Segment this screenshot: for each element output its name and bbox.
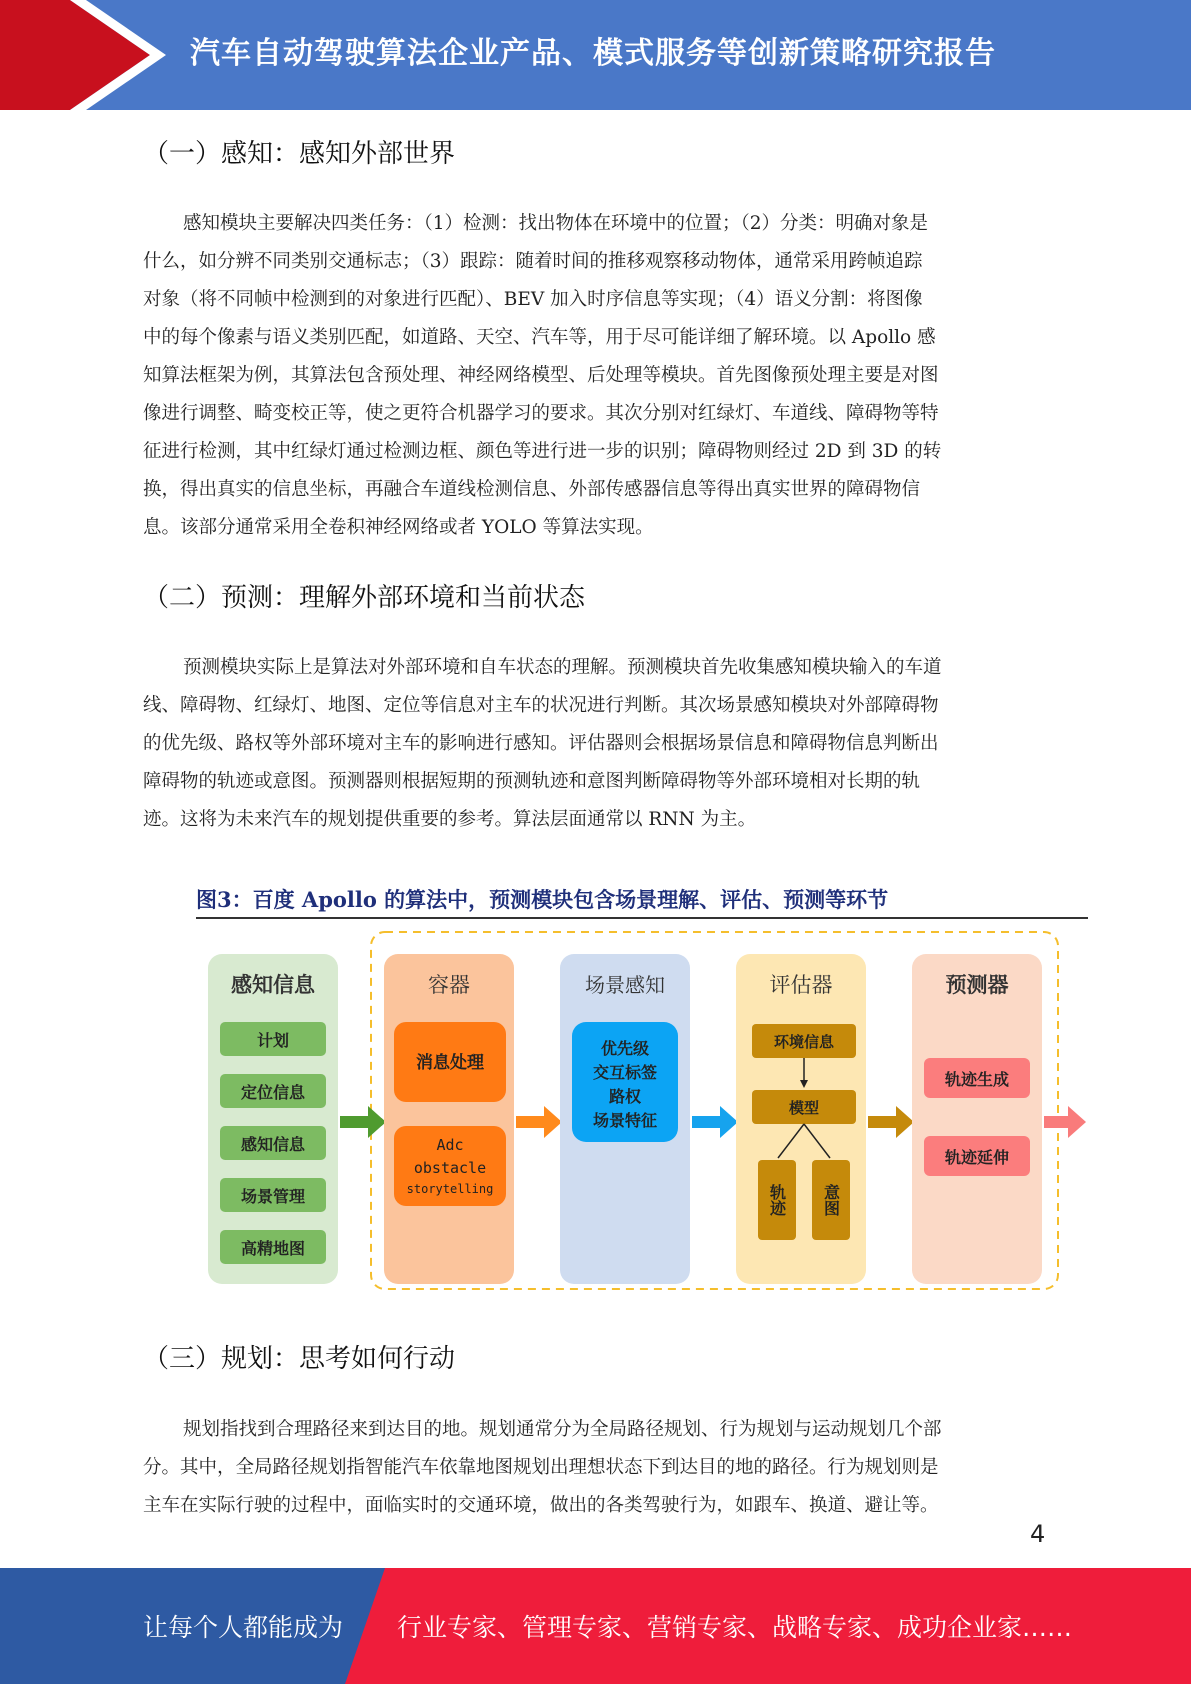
column-title-perception-info: 感知信息 xyxy=(231,972,315,997)
text-line: 主车在实际行驶的过程中，面临实时的交通环境，做出的各类驾驶行为，如跟车、换道、避让等。 xyxy=(143,1495,939,1516)
column-container xyxy=(384,954,514,1284)
column-title-evaluator: 评估器 xyxy=(769,973,833,997)
page-footer xyxy=(0,1568,1191,1684)
figure-caption: 图3：百度 Apollo 的算法中，预测模块包含场景理解、评估、预测等环节 xyxy=(196,887,889,912)
item-localization: 定位信息 xyxy=(240,1083,306,1102)
page-number: 4 xyxy=(1030,1520,1046,1548)
text-line: 中的每个像素与语义类别匹配，如道路、天空、汽车等，用于尽可能详细了解环境。以 Apollo 感 xyxy=(143,327,936,348)
text-line: 的优先级、路权等外部环境对主车的影响进行感知。评估器则会根据场景信息和障碍物信息判断出 xyxy=(143,733,939,754)
section-heading-planning: （三）规划：思考如何行动 xyxy=(143,1344,456,1374)
arrow-orange xyxy=(516,1106,562,1138)
text-line: 迹。这将为未来汽车的规划提供重要的参考。算法层面通常以 RNN 为主。 xyxy=(143,809,757,830)
text-line: 预测模块实际上是算法对外部环境和自车状态的理解。预测模块首先收集感知模块输入的车道 xyxy=(183,657,942,678)
arrow-red xyxy=(1044,1106,1086,1138)
item-scenario-feature: 场景特征 xyxy=(592,1111,658,1130)
text-line: 线、障碍物、红绿灯、地图、定位等信息对主车的状况进行判断。其次场景感知模块对外部障碍物 xyxy=(143,695,939,716)
text-line: 像进行调整、畸变校正等，使之更符合机器学习的要求。其次分别对红绿灯、车道线、障碍物等特 xyxy=(143,403,939,424)
arrow-green xyxy=(340,1106,386,1138)
text-line: 障碍物的轨迹或意图。预测器则根据短期的预测轨迹和意图判断障碍物等外部环境相对长期的轨 xyxy=(143,771,921,792)
figure-caption-rule xyxy=(196,917,1088,919)
column-title-predictor: 预测器 xyxy=(945,972,1009,997)
text-line: 知算法框架为例，其算法包含预处理、神经网络模型、后处理等模块。首先图像预处理主要是对图 xyxy=(143,365,939,386)
item-perception: 感知信息 xyxy=(240,1135,306,1154)
text-line: 感知模块主要解决四类任务：（1）检测：找出物体在环境中的位置；（2）分类：明确对象是 xyxy=(183,213,929,234)
item-trajectory: 轨迹 xyxy=(767,1184,787,1216)
item-interaction-tag: 交互标签 xyxy=(592,1063,658,1082)
item-message-processing: 消息处理 xyxy=(416,1053,484,1073)
text-line: 什么，如分辨不同类别交通标志；（3）跟踪：随着时间的推移观察移动物体，通常采用跨帧追踪 xyxy=(143,251,923,272)
item-intent: 意图 xyxy=(821,1184,841,1216)
item-adc-line2: obstacle xyxy=(413,1159,487,1177)
paragraph-prediction xyxy=(143,649,1048,839)
item-model: 模型 xyxy=(788,1099,820,1117)
text-line: 息。该部分通常采用全卷积神经网络或者 YOLO 等算法实现。 xyxy=(143,517,654,538)
arrow-blue xyxy=(692,1106,738,1138)
item-right-of-way: 路权 xyxy=(608,1087,642,1106)
item-plan: 计划 xyxy=(256,1031,290,1050)
column-title-scenario-awareness: 场景感知 xyxy=(585,973,665,997)
item-environment-info: 环境信息 xyxy=(773,1033,835,1051)
item-scenario-mgmt: 场景管理 xyxy=(240,1187,306,1206)
paragraph-planning xyxy=(143,1411,1048,1525)
item-trajectory-extension: 轨迹延伸 xyxy=(944,1148,1010,1167)
footer-slogan-left: 让每个人都能成为 xyxy=(143,1613,344,1642)
prediction-module-diagram xyxy=(196,930,1088,1290)
text-line: 分。其中，全局路径规划指智能汽车依靠地图规划出理想状态下到达目的地的路径。行为规划则是 xyxy=(143,1457,939,1478)
item-hd-map: 高精地图 xyxy=(240,1239,306,1258)
section-heading-perception: （一）感知：感知外部世界 xyxy=(143,139,456,169)
text-line: 规划指找到合理路径来到达目的地。规划通常分为全局路径规划、行为规划与运动规划几个部 xyxy=(183,1419,942,1440)
paragraph-perception xyxy=(143,205,1048,547)
item-trajectory-generation: 轨迹生成 xyxy=(944,1070,1010,1089)
arrow-gold xyxy=(868,1106,914,1138)
text-line: 换，得出真实的信息坐标，再融合车道线检测信息、外部传感器信息等得出真实世界的障碍物信 xyxy=(143,479,921,500)
page-header xyxy=(0,0,1191,110)
footer-slogan-right: 行业专家、管理专家、营销专家、战略专家、成功企业家…… xyxy=(397,1613,1073,1642)
item-adc-line3: storytelling xyxy=(406,1182,494,1196)
header-title: 汽车自动驾驶算法企业产品、模式服务等创新策略研究报告 xyxy=(190,36,996,71)
text-line: 征进行检测，其中红绿灯通过检测边框、颜色等进行进一步的识别；障碍物则经过 2D 到 3D 的转 xyxy=(143,441,942,462)
section-heading-prediction: （二）预测：理解外部环境和当前状态 xyxy=(143,583,586,613)
header-red-arrow-shape xyxy=(0,0,150,110)
column-title-container: 容器 xyxy=(428,973,470,997)
text-line: 对象（将不同帧中检测到的对象进行匹配）、BEV 加入时序信息等实现；（4）语义分割：将图像 xyxy=(143,289,923,310)
item-adc-line1: Adc xyxy=(436,1136,464,1154)
column-predictor xyxy=(912,954,1042,1284)
item-priority: 优先级 xyxy=(600,1039,650,1058)
